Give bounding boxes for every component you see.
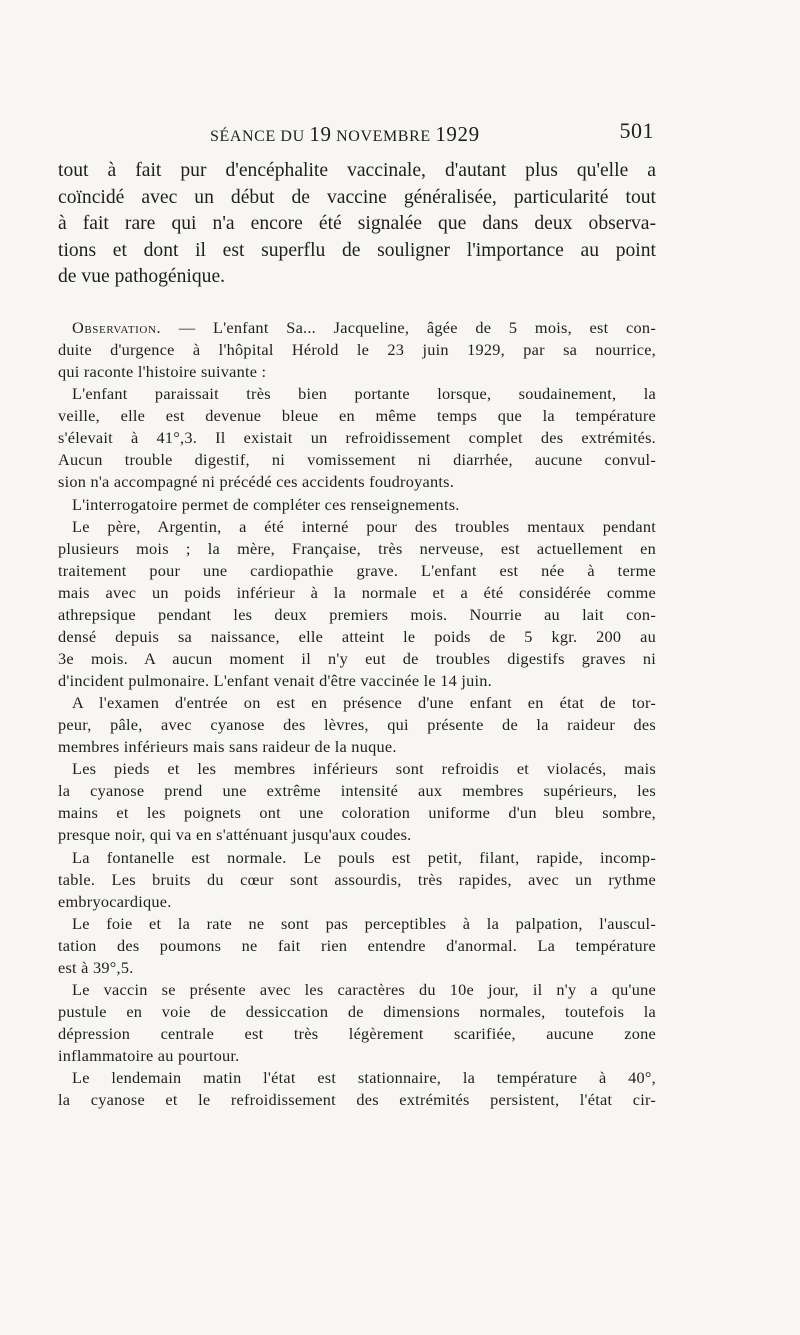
observation-section	[58, 317, 656, 1111]
observation-line: d'incident pulmonaire. L'enfant venait d'être vaccinée le 14 juin.	[58, 671, 492, 690]
observation-first-line-text: — L'enfant Sa... Jacqueline, âgée de 5 mois, est con-	[161, 318, 656, 337]
running-title-pre: SÉANCE DU	[210, 128, 310, 145]
observation-first-line	[58, 317, 656, 339]
observation-line: Le foie et la rate ne sont pas perceptibles à la palpation, l'auscul-	[72, 913, 656, 933]
observation-line: L'interrogatoire permet de compléter ces renseignements.	[72, 494, 460, 514]
running-title-day: 19	[309, 122, 332, 146]
observation-line: qui raconte l'histoire suivante :	[58, 362, 267, 382]
observation-line: peur, pâle, avec cyanose des lèvres, qui présente de la raideur des	[58, 715, 656, 735]
observation-line: mains et les poignets ont une coloration uniforme d'un bleu sombre,	[58, 803, 656, 823]
observation-line: embryocardique.	[58, 891, 172, 911]
intro-line: de vue pathogénique.	[58, 266, 226, 288]
observation-line: La fontanelle est normale. Le pouls est petit, filant, rapide, incomp-	[72, 847, 656, 867]
observation-line: membres inférieurs mais sans raideur de la nuque.	[58, 737, 397, 757]
observation-line: sion n'a accompagné ni précédé ces accidents foudroyants.	[58, 472, 455, 492]
observation-line: Le vaccin se présente avec les caractères du 10e jour, il n'y a qu'une	[72, 979, 656, 999]
observation-line: table. Les bruits du cœur sont assourdis, très rapides, avec un rythme	[58, 869, 656, 889]
intro-line: coïncidé avec un début de vaccine généralisée, particularité tout	[58, 186, 656, 208]
observation-line: 3e mois. A aucun moment il n'y eut de troubles digestifs graves ni	[58, 648, 656, 668]
observation-line: veille, elle est devenue bleue en même temps que la température	[58, 406, 656, 426]
observation-line: L'enfant paraissait très bien portante lorsque, soudainement, la	[72, 384, 656, 404]
intro-paragraph	[58, 158, 656, 291]
observation-line: presque noir, qui va en s'atténuant jusqu'aux coudes.	[58, 825, 412, 845]
intro-line: tions et dont il est superflu de souligner l'importance au point	[58, 239, 656, 261]
observation-line: est à 39°,5.	[58, 957, 134, 977]
observation-line: tation des poumons ne fait rien entendre d'anormal. La température	[58, 935, 656, 955]
observation-line: pustule en voie de dessiccation de dimensions normales, toutefois la	[58, 1001, 656, 1021]
observation-line: Aucun trouble digestif, ni vomissement ni diarrhée, aucune convul-	[58, 450, 656, 470]
running-title-year: 1929	[435, 122, 480, 146]
observation-line: mais avec un poids inférieur à la normale et a été considérée comme	[58, 582, 656, 602]
observation-line: la cyanose prend une extrême intensité aux membres supérieurs, les	[58, 781, 656, 801]
observation-line: dépression centrale est très légèrement scarifiée, aucune zone	[58, 1024, 656, 1043]
observation-line: athrepsique pendant les deux premiers mois. Nourrie au lait con-	[58, 604, 656, 624]
observation-line: Les pieds et les membres inférieurs sont refroidis et violacés, mais	[72, 759, 656, 779]
intro-line: à fait rare qui n'a encore été signalée que dans deux observa-	[58, 213, 656, 235]
observation-line: s'élevait à 41°,3. Il existait un refroidissement complet des extrémités.	[58, 428, 656, 448]
observation-label: Observation.	[72, 318, 162, 337]
intro-line: tout à fait pur d'encéphalite vaccinale, d'autant plus qu'elle a	[58, 160, 656, 181]
observation-line: Le lendemain matin l'état est stationnaire, la température à 40°,	[72, 1068, 656, 1088]
page-number: 501	[619, 118, 654, 143]
running-title-month: NOVEMBRE	[331, 128, 436, 145]
observation-line: traitement pour une cardiopathie grave. L'enfant est née à terme	[58, 560, 656, 580]
observation-line: A l'examen d'entrée on est en présence d'une enfant en état de tor-	[72, 693, 656, 713]
observation-line: densé depuis sa naissance, elle atteint le poids de 5 kgr. 200 au	[58, 626, 656, 646]
observation-line: inflammatoire au pourtour.	[58, 1046, 240, 1066]
page-header	[58, 116, 656, 146]
observation-line: duite d'urgence à l'hôpital Hérold le 23 juin 1929, par sa nourrice,	[58, 340, 656, 360]
running-title	[210, 122, 480, 147]
observation-line: Le père, Argentin, a été interné pour des troubles mentaux pendant	[72, 516, 656, 536]
observation-line: la cyanose et le refroidissement des extrémités persistent, l'état cir-	[58, 1090, 656, 1110]
observation-line: plusieurs mois ; la mère, Française, très nerveuse, est actuellement en	[58, 538, 656, 558]
